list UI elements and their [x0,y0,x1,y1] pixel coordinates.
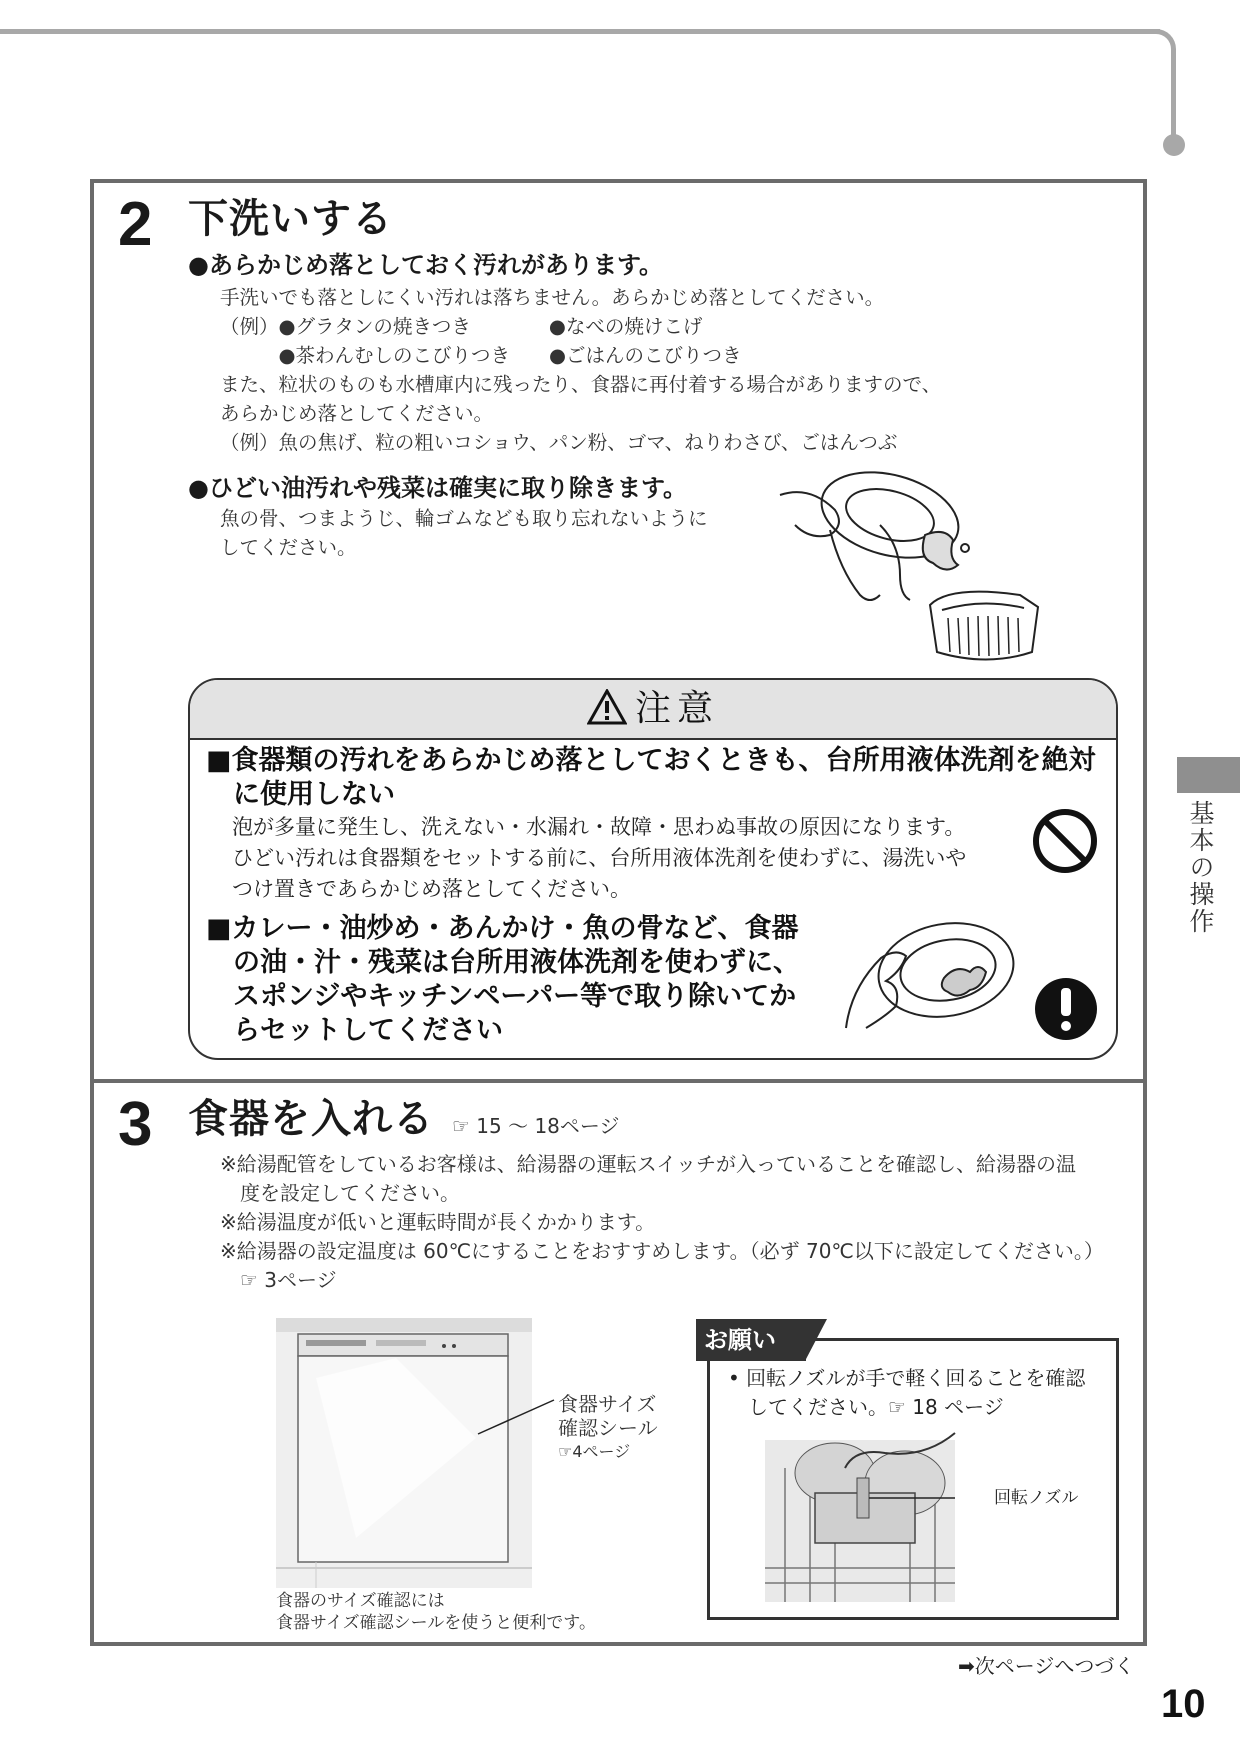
continued-next-page: ➡次ページへつづく [958,1654,1135,1678]
caution-item-1-body: 泡が多量に発生し、洗えない・水漏れ・故障・思わぬ事故の原因になります。 ひどい汚れは食器類をセットする前に、台所用液体洗剤を使わずに、湯洗いや つけ置きであらかじめ落としてください。 [232,815,967,901]
side-tab-marker [1177,757,1240,793]
caution-title: 注意 [587,688,719,729]
caution-item-1-heading: ■食器類の汚れをあらかじめ落としておくときも、台所用液体洗剤を絶対 に使用しない [206,745,1096,810]
step-2-number: 2 [118,190,153,259]
oil-remove-body: 魚の骨、つまようじ、輪ゴムなども取り忘れないように してください。 [220,507,708,559]
pre-remove-body: 手洗いでも落としにくい汚れは落ちません。あらかじめ落としてください。 （例）●グラタンの焼きつき ●なべの焼けこげ ●茶わんむしのこびりつき ●ごはんのこびりつき また、粒状のものも水槽庫内に残ったり、食器に再付着する場合がありますので、 あらかじめ落としてください。 （例）魚の焦げ、粒の粗いコショウ、パン粉、ゴマ、ねりわさび、ごはんつぶ [220,286,942,454]
nozzle-rack-illustration [765,1428,965,1604]
step-3-title: 食器を入れる [188,1096,434,1142]
size-sticker-label: 食器サイズ 確認シール ☞4ページ [558,1392,658,1461]
subheading-oil-remove: ●ひどい油汚れや残菜は確実に取り除きます。 [188,474,688,502]
top-decoration-drop [1171,66,1176,142]
side-tab-label: 基本の操作 [1186,800,1215,935]
dishwasher-illustration [276,1318,532,1588]
top-decoration-line [0,29,1160,34]
prohibited-icon [1032,808,1098,874]
request-body: • 回転ノズルが手で軽く回ることを確認 してください。☞ 18 ページ [728,1366,1086,1419]
caution-header [190,680,1116,740]
request-tag: お願い [696,1319,806,1361]
step-2-title: 下洗いする [188,196,393,242]
page-number: 10 [1161,1682,1206,1726]
size-check-caption: 食器のサイズ確認には 食器サイズ確認シールを使うと便利です。 [276,1591,596,1633]
top-decoration-dot [1163,134,1185,156]
step-3-notes: ※給湯配管をしているお客様は、給湯器の運転スイッチが入っていることを確認し、給湯器の温 度を設定してください。 ※給湯温度が低いと運転時間が長くかかります。 ※給湯器の設定温度は 60℃にすることをおすすめします。（必ず 70℃以下に設定してください。） ☞ 3ページ [220,1152,1104,1292]
rotating-nozzle-label: 回転ノズル [994,1488,1079,1508]
warning-triangle-icon [587,689,627,725]
caution-item-2-heading: ■カレー・油炒め・あんかけ・魚の骨など、食器 の油・汁・残菜は台所用液体洗剤を使わずに、 スポンジやキッチンペーパー等で取り除いてか らセットしてください [206,913,800,1046]
top-decoration-curve [1138,29,1176,69]
step-3-number: 3 [118,1090,153,1159]
sticker-pointer-line [476,1396,556,1436]
request-tag-tail [805,1319,827,1361]
step-3-page-reference: ☞ 15 ～ 18ページ [452,1114,620,1138]
scraping-plate-illustration [770,470,1070,670]
wiping-plate-illustration [826,918,1026,1036]
section-divider [90,1079,1147,1083]
subheading-pre-remove: ●あらかじめ落としておく汚れがあります。 [188,251,664,279]
mandatory-action-icon [1033,976,1099,1042]
